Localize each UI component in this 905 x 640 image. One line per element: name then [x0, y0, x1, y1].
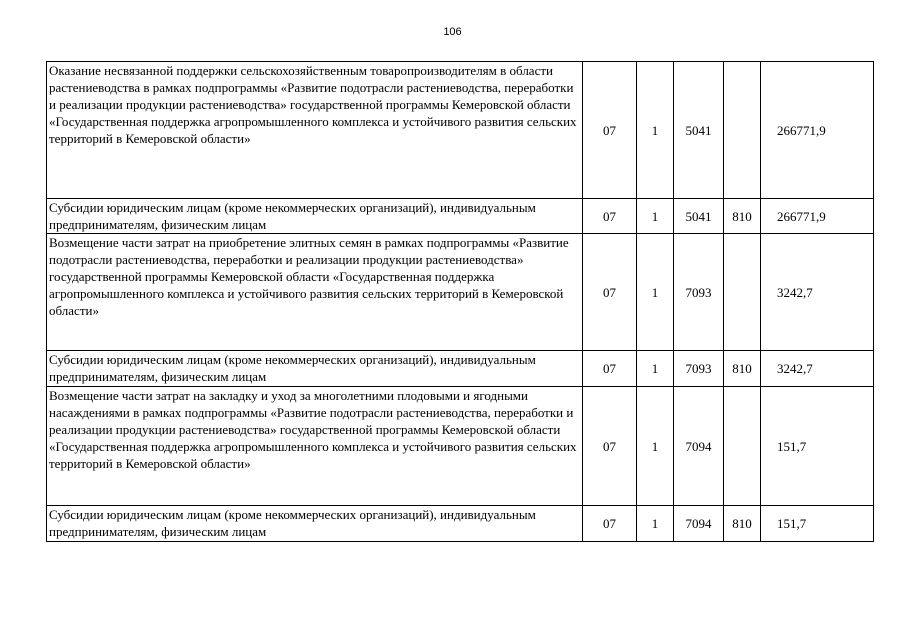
- row-expense-type: [724, 62, 761, 199]
- row-target-code: 7093: [674, 234, 724, 351]
- table-row: [47, 199, 874, 234]
- row-expense-type: [724, 234, 761, 351]
- budget-table: [46, 61, 874, 542]
- row-subsection: 1: [637, 387, 674, 506]
- row-subsection: 1: [637, 506, 674, 542]
- table-row: [47, 234, 874, 351]
- row-section: 07: [583, 199, 637, 234]
- row-description: Субсидии юридическим лицам (кроме некоммерческих организаций), индивидуальным предпринимателям, физическим лицам: [47, 199, 583, 234]
- row-target-code: 7094: [674, 387, 724, 506]
- row-section: 07: [583, 62, 637, 199]
- table-row: [47, 351, 874, 387]
- row-amount: 266771,9: [761, 62, 874, 199]
- row-description: Субсидии юридическим лицам (кроме некоммерческих организаций), индивидуальным предпринимателям, физическим лицам: [47, 506, 583, 542]
- row-expense-type: 810: [724, 351, 761, 387]
- page-number: 106: [443, 26, 462, 38]
- row-target-code: 7094: [674, 506, 724, 542]
- row-expense-type: 810: [724, 506, 761, 542]
- table-row: [47, 62, 874, 199]
- row-target-code: 5041: [674, 199, 724, 234]
- row-description: Возмещение части затрат на приобретение элитных семян в рамках подпрограммы «Развитие подотрасли растениеводства, переработки и реализации продукции растениеводства» государственной программы Кемеровской области «Государственная поддержка агропромышленного комплекса и устойчивого развития сельских территорий в Кемеровской области»: [47, 234, 583, 351]
- row-expense-type: 810: [724, 199, 761, 234]
- row-section: 07: [583, 506, 637, 542]
- row-description: Субсидии юридическим лицам (кроме некоммерческих организаций), индивидуальным предпринимателям, физическим лицам: [47, 351, 583, 387]
- row-target-code: 7093: [674, 351, 724, 387]
- row-section: 07: [583, 387, 637, 506]
- row-amount: 151,7: [761, 387, 874, 506]
- table-row: [47, 387, 874, 506]
- row-section: 07: [583, 234, 637, 351]
- row-amount: 151,7: [761, 506, 874, 542]
- row-subsection: 1: [637, 351, 674, 387]
- row-description: Оказание несвязанной поддержки сельскохозяйственным товаропроизводителям в области растениеводства в рамках подпрограммы «Развитие подотрасли растениеводства, переработки и реализации продукции растениеводства» государственной программы Кемеровской области «Государственная поддержка агропромышленного комплекса и устойчивого развития сельских территорий в Кемеровской области»: [47, 62, 583, 199]
- table-row: [47, 506, 874, 542]
- row-target-code: 5041: [674, 62, 724, 199]
- row-subsection: 1: [637, 199, 674, 234]
- row-amount: 266771,9: [761, 199, 874, 234]
- row-amount: 3242,7: [761, 234, 874, 351]
- row-description: Возмещение части затрат на закладку и уход за многолетними плодовыми и ягодными насаждениями в рамках подпрограммы «Развитие подотрасли растениеводства, переработки и реализации продукции растениеводства» государственной программы Кемеровской области «Государственная поддержка агропромышленного комплекса и устойчивого развития сельских территорий в Кемеровской области»: [47, 387, 583, 506]
- row-section: 07: [583, 351, 637, 387]
- row-amount: 3242,7: [761, 351, 874, 387]
- row-expense-type: [724, 387, 761, 506]
- row-subsection: 1: [637, 62, 674, 199]
- row-subsection: 1: [637, 234, 674, 351]
